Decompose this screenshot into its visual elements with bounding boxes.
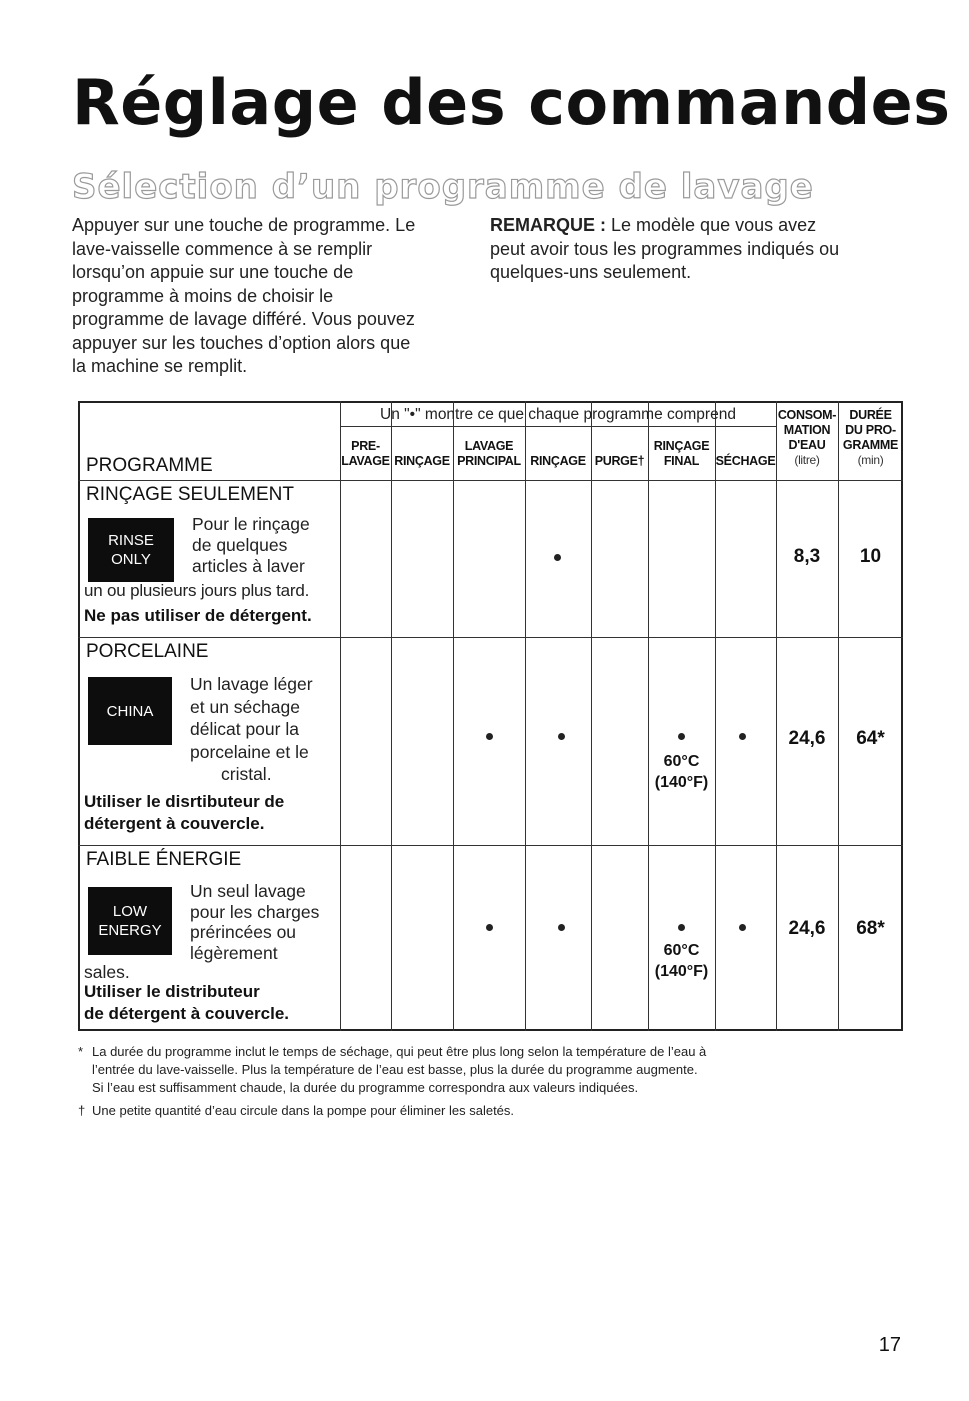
col-header-rincage-2: RINÇAGE xyxy=(530,454,586,468)
water-value: 24,6 xyxy=(788,728,826,749)
table-divider xyxy=(591,401,592,1031)
cycle-dot xyxy=(678,733,685,740)
cycle-dot xyxy=(739,924,746,931)
program-row-rinse-only xyxy=(78,480,340,637)
table-divider xyxy=(340,401,341,1031)
china-button[interactable]: CHINA xyxy=(88,677,172,745)
rinse-only-button[interactable]: RINSE ONLY xyxy=(88,518,174,582)
remark-paragraph: REMARQUE : Le modèle que vous avez peut avoir tous les programmes indiqués ou quelques-uns seulement. xyxy=(490,215,840,282)
temperature-label: 60°C (140°F) xyxy=(654,753,709,791)
table-caption: Un "•" montre ce que chaque programme comprend xyxy=(380,406,736,423)
duration-value: 64* xyxy=(856,728,885,749)
col-header-water: CONSOM- MATION D'EAU (litre) xyxy=(777,408,837,467)
col-header-prelavage: PRE- LAVAGE xyxy=(341,439,390,468)
program-note: Utiliser le distributeur de détergent à couvercle. xyxy=(84,982,290,1023)
temperature-label: 60°C (140°F) xyxy=(654,942,709,980)
table-divider xyxy=(340,426,776,427)
footnote-asterisk: * La durée du programme inclut le temps de séchage, qui peut être plus long selon la température de l’eau à l’entrée du lave-vaisselle. Plus la température de l’eau est basse, plus la durée du programme augmente. Si l’eau est suffisamment chaude, la durée du programme correspondra aux valeurs indiquées. xyxy=(78,1044,707,1095)
cycle-dot xyxy=(739,733,746,740)
program-description: Un lavage léger et un séchage délicat pour la porcelaine et le cristal. xyxy=(190,674,313,784)
intro-paragraph: Appuyer sur une touche de programme. Le lave-vaisselle commence à se remplir lorsqu’on appuie sur une touche de programme à moins de choisir le programme de lavage différé. Vous pouvez appuyer sur les touches d’option alors que la machine se remplit. xyxy=(72,215,416,376)
col-header-duration: DURÉE DU PRO- GRAMME (min) xyxy=(842,408,899,467)
col-header-rincage: RINÇAGE xyxy=(394,454,450,468)
table-divider xyxy=(715,401,716,1031)
water-value: 8,3 xyxy=(793,546,821,567)
program-description-cont: un ou plusieurs jours plus tard. xyxy=(84,581,310,600)
cycle-dot xyxy=(678,924,685,931)
program-note: Ne pas utiliser de détergent. xyxy=(84,606,312,625)
duration-value: 68* xyxy=(856,918,885,939)
table-divider xyxy=(453,401,454,1031)
cycle-dot xyxy=(554,554,561,561)
program-name: RINÇAGE SEULEMENT xyxy=(86,484,294,505)
footnotes xyxy=(78,1043,888,1120)
page-number: 17 xyxy=(878,1334,901,1356)
program-name: FAIBLE ÉNERGIE xyxy=(86,849,242,870)
program-note: Utiliser le disrtibuteur de détergent à couvercle. xyxy=(84,792,285,833)
table-divider xyxy=(525,401,526,1031)
program-description-cont: sales. xyxy=(84,962,130,982)
col-header-sechage: SÉCHAGE xyxy=(715,454,776,468)
col-header-lavage-principal: LAVAGE PRINCIPAL xyxy=(457,439,521,468)
water-value: 24,6 xyxy=(788,918,826,939)
program-table xyxy=(78,401,903,1031)
cycle-dot xyxy=(486,924,493,931)
low-energy-button[interactable]: LOW ENERGY xyxy=(88,887,172,955)
cycle-dot xyxy=(486,733,493,740)
duration-value: 10 xyxy=(859,546,882,567)
program-row-china xyxy=(78,637,340,845)
table-divider xyxy=(648,401,649,1031)
col-header-rincage-final: RINÇAGE FINAL xyxy=(653,439,710,468)
program-header: PROGRAMME xyxy=(86,455,213,476)
program-description: Un seul lavage pour les charges prérincées ou légèrement xyxy=(190,881,320,963)
program-row-low-energy xyxy=(78,845,340,1031)
program-description: Pour le rinçage de quelques articles à laver xyxy=(192,514,310,576)
col-header-purge: PURGE† xyxy=(594,454,645,468)
cycle-dot xyxy=(558,733,565,740)
section-title: Sélection d’un programme de lavage xyxy=(72,167,814,207)
footnote-dagger: † Une petite quantité d’eau circule dans la pompe pour éliminer les saletés. xyxy=(78,1103,515,1118)
cycle-dot xyxy=(558,924,565,931)
page-title: Réglage des commandes xyxy=(72,66,951,139)
remark-label: REMARQUE : xyxy=(490,215,606,235)
table-divider xyxy=(391,401,392,1031)
program-name: PORCELAINE xyxy=(86,641,209,662)
